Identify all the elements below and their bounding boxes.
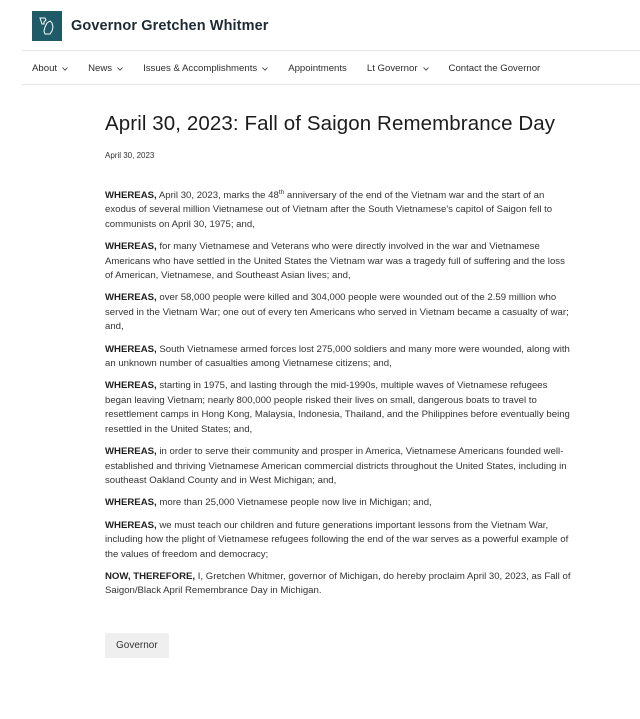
- paragraph-keyword: WHEREAS,: [105, 380, 157, 392]
- paragraph-keyword: WHEREAS,: [105, 292, 157, 304]
- ordinal-suffix: th: [278, 188, 285, 196]
- nav-item-about[interactable]: [32, 63, 68, 74]
- nav-item-label: Contact the Governor: [448, 63, 541, 74]
- nav-top-divider: [22, 50, 640, 51]
- paragraph-keyword: WHEREAS,: [105, 519, 157, 531]
- category-tag-button[interactable]: Governor: [105, 633, 169, 658]
- page-title: April 30, 2023: Fall of Saigon Remembrance Day: [105, 112, 556, 135]
- paragraph-text: over 58,000 people were killed and 304,000 people were wounded out of the 2.59 million who served in the Vietnam War; one out of every ten Americans who served in Vietnam became a casualty of war; and,: [105, 292, 569, 333]
- site-title[interactable]: Governor Gretchen Whitmer: [71, 18, 269, 34]
- nav-bottom-divider: [22, 84, 640, 85]
- nav-item-issues[interactable]: [143, 63, 268, 74]
- nav-item-lt-governor[interactable]: [367, 63, 429, 74]
- nav-item-label: About: [32, 63, 58, 74]
- paragraph-text: South Vietnamese armed forces lost 275,000 soldiers and many more were wounded, along with an unknown number of casualties among Vietnamese citizens; and,: [105, 343, 570, 370]
- proclamation-paragraph: [105, 496, 575, 510]
- site-header: [32, 11, 268, 41]
- proclamation-paragraph: [105, 189, 575, 232]
- chevron-down-icon: [423, 66, 429, 72]
- article: [105, 112, 575, 658]
- paragraph-keyword: WHEREAS,: [105, 343, 157, 355]
- proclamation-body: [105, 189, 575, 599]
- paragraph-keyword: NOW, THEREFORE,: [105, 570, 196, 582]
- paragraph-keyword: WHEREAS,: [105, 446, 157, 458]
- paragraph-text: we must teach our children and future generations important lessons from the Vietnam War, including how the plight of Vietnamese refugees following the end of the war serves as a powerful example of the values of freedom and democracy;: [105, 519, 569, 560]
- chevron-down-icon: [117, 66, 123, 72]
- chevron-down-icon: [62, 66, 68, 72]
- nav-item-label: Appointments: [288, 63, 347, 74]
- nav-item-label: Issues & Accomplishments: [143, 63, 258, 74]
- nav-item-appointments[interactable]: [288, 63, 347, 74]
- michigan-logo-icon[interactable]: [32, 11, 62, 41]
- proclamation-paragraph: [105, 343, 575, 372]
- proclamation-paragraph: [105, 240, 575, 283]
- publish-date: April 30, 2023: [105, 151, 155, 160]
- main-nav: [32, 63, 560, 74]
- nav-item-label: News: [88, 63, 113, 74]
- proclamation-paragraph: [105, 291, 575, 334]
- paragraph-keyword: WHEREAS,: [105, 190, 157, 201]
- nav-item-label: Lt Governor: [366, 63, 418, 74]
- proclamation-paragraph: [105, 379, 575, 437]
- nav-item-contact[interactable]: [449, 63, 541, 74]
- proclamation-paragraph: [105, 570, 575, 599]
- proclamation-paragraph: [105, 519, 575, 562]
- chevron-down-icon: [262, 66, 268, 72]
- paragraph-text: for many Vietnamese and Veterans who were directly involved in the war and Vietnamese Americans who have settled in the United States the Vietnam war was a tragedy full of suffering and the loss of American, Vietnamese, and Southeast Asian lives; and,: [105, 241, 565, 282]
- paragraph-text: starting in 1975, and lasting through the mid-1990s, multiple waves of Vietnamese refugees began leaving Vietnam; nearly 800,000 people risked their lives on small, dangerous boats to travel to resettlement camps in Hong Kong, Malaysia, Indonesia, Thailand, and the Philippines before eventually being resettled in the United States; and,: [105, 380, 570, 435]
- proclamation-paragraph: [105, 445, 575, 488]
- paragraph-keyword: WHEREAS,: [105, 241, 157, 253]
- paragraph-text: April 30, 2023, marks the 48: [156, 190, 279, 201]
- nav-item-news[interactable]: [88, 63, 123, 74]
- paragraph-text: I, Gretchen Whitmer, governor of Michigan, do hereby proclaim April 30, 2023, as Fall of Saigon/Black April Remembrance Day in Michigan.: [105, 570, 571, 597]
- paragraph-text: anniversary of the end of the Vietnam war and the start of an exodus of several million Vietnamese out of Vietnam after the South Vietnamese's capitol of Saigon fell to communists on April 30, 1975; and,: [105, 190, 553, 230]
- paragraph-text: in order to serve their community and prosper in America, Vietnamese Americans founded well-established and thriving Vietnamese American commercial districts throughout the United States, including in southeast Oakland County and in West Michigan; and,: [105, 446, 567, 486]
- paragraph-keyword: WHEREAS,: [105, 497, 157, 509]
- paragraph-text: more than 25,000 Vietnamese people now live in Michigan; and,: [156, 497, 432, 509]
